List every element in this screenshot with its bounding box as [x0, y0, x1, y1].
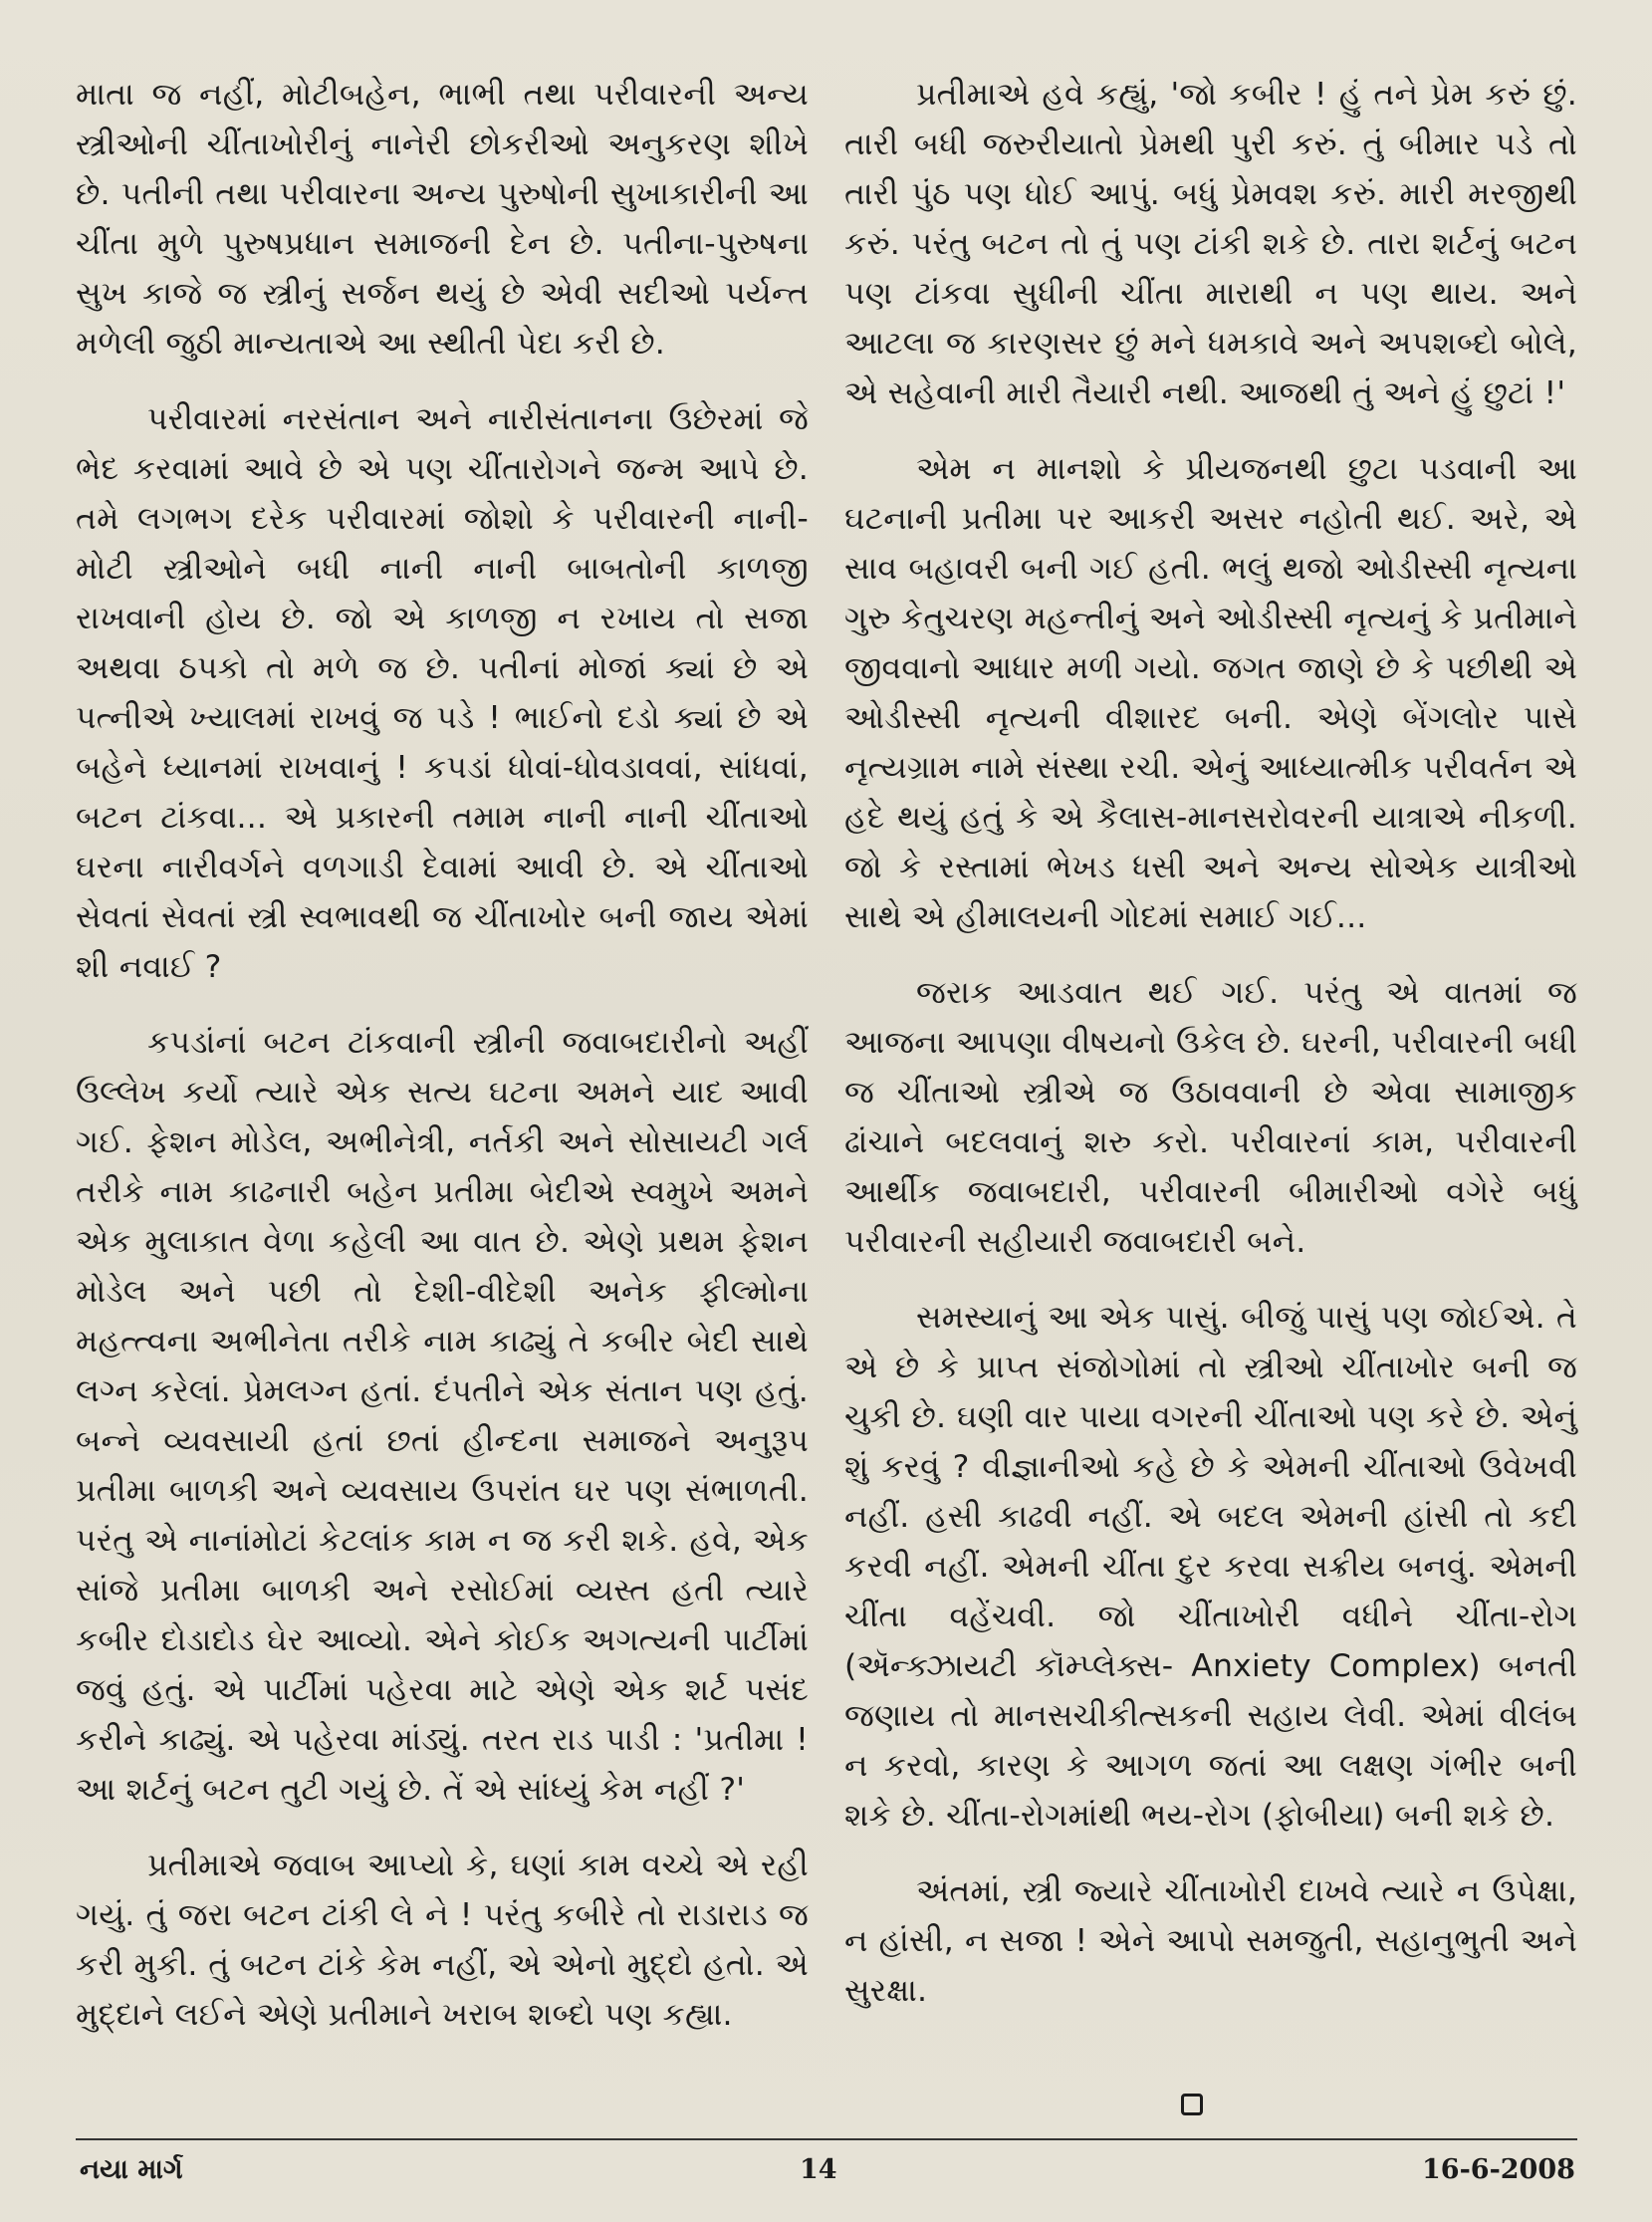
left-paragraph-3: કપડાંનાં બટન ટાંકવાની સ્ત્રીની જવાબદારીનો અહીં ઉલ્લેખ કર્યો ત્યારે એક સત્ય ઘટના અમને યાદ આવી ગઈ. ફેશન મોડેલ, અભીનેત્રી, નર્તકી અને સોસાયટી ગર્લ તરીકે નામ કાઢનારી બહેન પ્રતીમા બેદીએ સ્વમુખે અમને એક મુલાકાત વેળા કહેલી આ વાત છે. એણે પ્રથમ ફેશન મોડેલ અને પછી તો દેશી-વીદેશી અનેક ફીલ્મોના મહત્ત્વના અભીનેતા તરીકે નામ કાઢ્યું તે કબીર બેદી સાથે લગ્ન કરેલાં. પ્રેમલગ્ન હતાં. દંપતીને એક સંતાન પણ હતું. બન્ને વ્યવસાયી હતાં છતાં હીન્દના સમાજને અનુરૂપ પ્રતીમા બાળકી અને વ્યવસાય ઉપરાંત ઘર પણ સંભાળતી. પરંતુ એ નાનાંમોટાં કેટલાંક કામ ન જ કરી શકે. હવે, એક સાંજે પ્રતીમા બાળકી અને રસોઈમાં વ્યસ્ત હતી ત્યારે કબીર દોડાદોડ ઘેર આવ્યો. એને કોઈક અગત્યની પાર્ટીમાં જવું હતું. એ પાર્ટીમાં પહેરવા માટે એણે એક શર્ટ પસંદ કરીને કાઢ્યું. એ પહેરવા માંડ્યું. તરત રાડ પાડી : 'પ્રતીમા ! આ શર્ટનું બટન તુટી ગયું છે. તેં એ સાંધ્યું કેમ નહીં ?' [76, 1025, 809, 1808]
right-paragraph-2: એમ ન માનશો કે પ્રીયજનથી છુટા પડવાની આ ઘટનાની પ્રતીમા પર આકરી અસર નહોતી થઈ. અરે, એ સાવ બહાવરી બની ગઈ હતી. ભલું થજો ઓડીસ્સી નૃત્યના ગુરુ કેતુચરણ મહન્તીનું અને ઓડીસ્સી નૃત્યનું કે પ્રતીમાને જીવવાનો આધાર મળી ગયો. જગત જાણે છે કે પછીથી એ ઓડીસ્સી નૃત્યની વીશારદ બની. એણે બેંગલોર પાસે નૃત્યગ્રામ નામે સંસ્થા રચી. એનું આધ્યાત્મીક પરીવર્તન એ હદે થયું હતું કે એ કૈલાસ-માનસરોવરની યાત્રાએ નીકળી. જો કે રસ્તામાં ભેખડ ધસી અને અન્ય સોએક યાત્રીઓ સાથે એ હીમાલયની ગોદમાં સમાઈ ગઈ... [844, 451, 1577, 935]
left-paragraph-1: માતા જ નહીં, મોટીબહેન, ભાભી તથા પરીવારની અન્ય સ્ત્રીઓની ચીંતાખોરીનું નાનેરી છોકરીઓ અનુકરણ શીખે છે. પતીની તથા પરીવારના અન્ય પુરુષોની સુખાકારીની આ ચીંતા મુળે પુરુષપ્રધાન સમાજની દેન છે. પતીના-પુરુષના સુખ કાજે જ સ્ત્રીનું સર્જન થયું છે એવી સદીઓ પર્યન્ત મળેલી જુઠી માન્યતાએ આ સ્થીતી પેદા કરી છે. [76, 77, 809, 362]
left-column [76, 70, 809, 2066]
right-paragraph-4: સમસ્યાનું આ એક પાસું. બીજું પાસું પણ જોઈએ. તે એ છે કે પ્રાપ્ત સંજોગોમાં તો સ્ત્રીઓ ચીંતાખોર બની જ ચુકી છે. ઘણી વાર પાયા વગરની ચીંતાઓ પણ કરે છે. એનું શું કરવું ? વીજ્ઞાનીઓ કહે છે કે એમની ચીંતાઓ ઉવેખવી નહીં. હસી કાઢવી નહીં. એ બદલ એમની હાંસી તો કદી કરવી નહીં. એમની ચીંતા દુર કરવા સક્રીય બનવું. એમની ચીંતા વહેંચવી. જો ચીંતાખોરી વધીને ચીંતા-રોગ (ઍન્ક્ઝાયટી કૉમ્પ્લેક્સ- Anxiety Complex) બનતી જણાય તો માનસચીકીત્સકની સહાય લેવી. એમાં વીલંબ ન કરવો, કારણ કે આગળ જતાં આ લક્ષણ ગંભીર બની શકે છે. ચીંતા-રોગમાંથી ભય-રોગ (ફોબીયા) બની શકે છે. [844, 1300, 1577, 1834]
right-paragraph-1: પ્રતીમાએ હવે કહ્યું, 'જો કબીર ! હું તને પ્રેમ કરું છું. તારી બધી જરુરીયાતો પ્રેમથી પુરી કરું. તું બીમાર પડે તો તારી પુંઠ પણ ધોઈ આપું. બધું પ્રેમવશ કરું. મારી મરજીથી કરું. પરંતુ બટન તો તું પણ ટાંકી શકે છે. તારા શર્ટનું બટન પણ ટાંકવા સુધીની ચીંતા મારાથી ન પણ થાય. અને આટલા જ કારણસર છું મને ધમકાવે અને અપશબ્દો બોલે, એ સહેવાની મારી તૈયારી નથી. આજથી તું અને હું છુટાં !' [844, 77, 1577, 411]
right-paragraph-3: જરાક આડવાત થઈ ગઈ. પરંતુ એ વાતમાં જ આજના આપણા વીષયનો ઉકેલ છે. ઘરની, પરીવારની બધી જ ચીંતાઓ સ્ત્રીએ જ ઉઠાવવાની છે એવા સામાજીક ઢાંચાને બદલવાનું શરુ કરો. પરીવારનાં કામ, પરીવારની આર્થીક જવાબદારી, પરીવારની બીમારીઓ વગેરે બધું પરીવારની સહીયારી જવાબદારી બને. [844, 975, 1577, 1260]
left-paragraph-4: પ્રતીમાએ જવાબ આપ્યો કે, ઘણાં કામ વચ્ચે એ રહી ગયું. તું જરા બટન ટાંકી લે ને ! પરંતુ કબીરે તો રાડારાડ જ કરી મુકી. તું બટન ટાંકે કેમ નહીં, એ એનો મુદ્દો હતો. એ મુદ્દાને લઈને એણે પ્રતીમાને ખરાબ શબ્દો પણ કહ્યા. [76, 1848, 809, 2033]
footer-divider [76, 2138, 1577, 2140]
end-of-article-square-icon [1181, 2094, 1203, 2115]
page-number: 14 [800, 2154, 837, 2185]
issue-date: 16-6-2008 [1422, 2154, 1575, 2185]
left-paragraph-2: પરીવારમાં નરસંતાન અને નારીસંતાનના ઉછેરમાં જે ભેદ કરવામાં આવે છે એ પણ ચીંતારોગને જન્મ આપે છે. તમે લગભગ દરેક પરીવારમાં જોશો કે પરીવારની નાની-મોટી સ્ત્રીઓને બધી નાની નાની બાબતોની કાળજી રાખવાની હોય છે. જો એ કાળજી ન રખાય તો સજા અથવા ઠપકો તો મળે જ છે. પતીનાં મોજાં ક્યાં છે એ પત્નીએ ખ્યાલમાં રાખવું જ પડે ! ભાઈનો દડો ક્યાં છે એ બહેને ધ્યાનમાં રાખવાનું ! કપડાં ધોવાં-ધોવડાવવાં, સાંધવાં, બટન ટાંકવા... એ પ્રકારની તમામ નાની નાની ચીંતાઓ ઘરના નારીવર્ગને વળગાડી દેવામાં આવી છે. એ ચીંતાઓ સેવતાં સેવતાં સ્ત્રી સ્વભાવથી જ ચીંતાખોર બની જાય એમાં શી નવાઈ ? [76, 401, 809, 985]
right-paragraph-5: અંતમાં, સ્ત્રી જ્યારે ચીંતાખોરી દાખવે ત્યારે ન ઉપેક્ષા, ન હાંસી, ન સજા ! એને આપો સમજુતી, સહાનુભુતી અને સુરક્ષા. [844, 1873, 1577, 2009]
right-column [844, 70, 1577, 2042]
publication-name: નયા માર્ગ [80, 2154, 183, 2185]
